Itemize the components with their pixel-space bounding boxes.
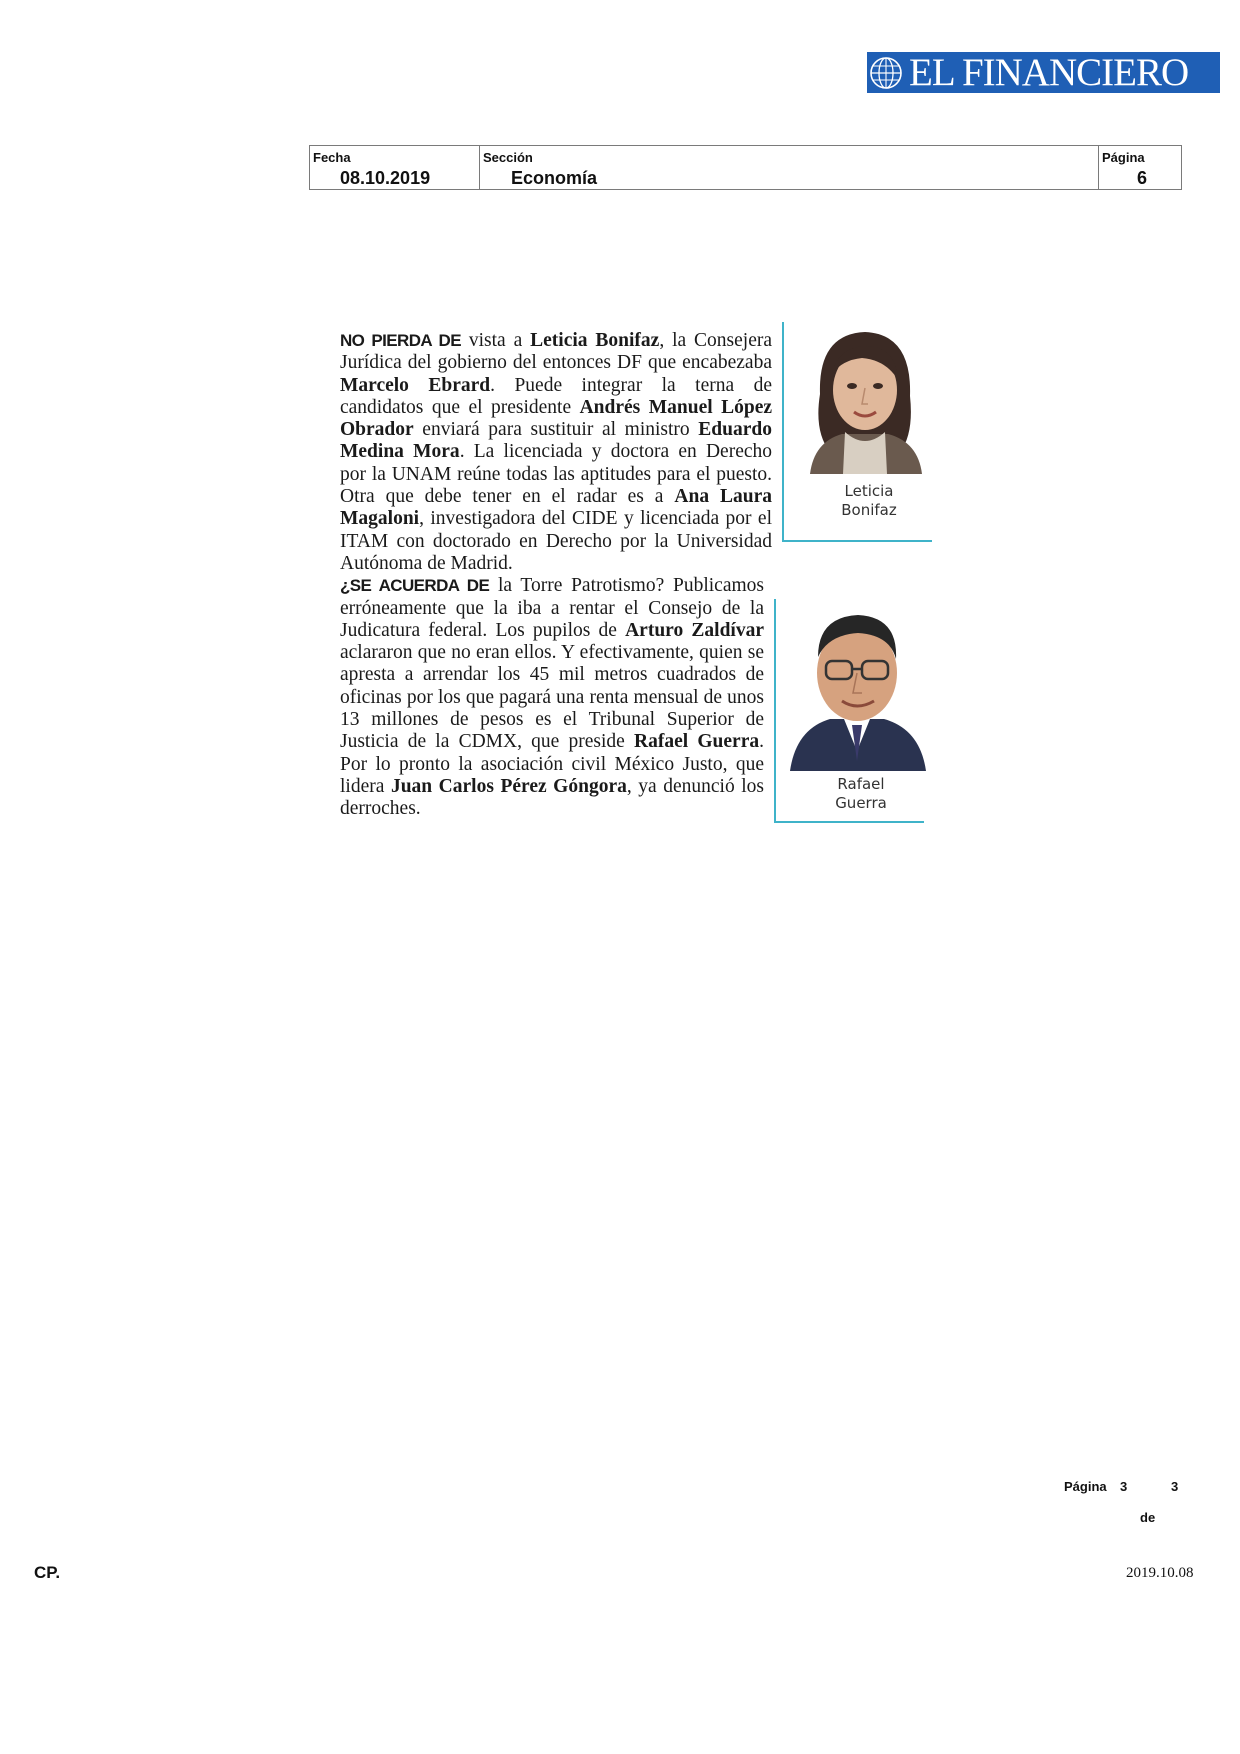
page-current: 3 [1120,1479,1128,1494]
text-run: , ya denunció los derroches. [340,775,765,820]
lead-phrase: ¿SE ACUERDA DE [340,576,490,596]
section-cell [479,146,1098,189]
person-name: Marcelo Ebrard [340,374,491,396]
page-total: 3 [1171,1479,1179,1494]
date-cell [310,146,479,189]
portrait-rule-vertical [774,599,776,823]
person-name: Rafael Guerra [634,731,760,753]
page-label: Página [1102,150,1145,165]
person-name: Andrés Manuel López Obrador [340,396,773,441]
metadata-box [309,145,1182,190]
person-name: Ana Laura Magaloni [340,486,773,530]
brand-name: EL FINANCIERO [909,52,1189,93]
section-label: Sección [483,150,533,165]
footer-code: CP. [34,1563,61,1582]
page-counter-label: Página [1064,1479,1107,1494]
portrait-caption [810,482,928,520]
person-name: Leticia Bonifaz [530,330,660,351]
caption-first-name: Leticia [844,482,894,500]
man-portrait-illustration [782,601,932,771]
news-column [340,330,940,880]
portrait-caption [802,775,920,813]
woman-portrait-illustration [790,324,940,474]
person-name: Juan Carlos Pérez Góngora [390,775,627,797]
portrait-rule-horizontal [782,540,932,542]
text-run: . Por lo pronto la asociación civil México Justo, que lidera [340,731,764,797]
text-run: la Torre Patrotismo? Publicamos erróneamente que la iba a rentar el Consejo de la Judicatura federal. Los pupilos de [340,575,764,641]
text-run: , la Consejera Jurídica del gobierno del entonces DF que encabezaba [340,330,773,374]
text-run: aclararon que no eran ellos. Y efectivamente, quien se apresta a arrendar los 45 mil metros cuadrados de oficinas por los que pagará una renta mensual de unos 13 millones de pesos es el Tribunal Superior de Justicia de la CDMX, que preside [340,642,764,753]
date-label: Fecha [313,150,351,165]
page-cell [1098,146,1181,189]
portrait-rule-vertical [782,322,784,542]
page-of: de [1140,1510,1156,1525]
text-run: enviará para sustituir al ministro [413,419,699,441]
portrait-leticia-bonifaz [782,322,944,542]
masthead-logo [867,52,1220,93]
person-name: Eduardo Medina Mora [340,419,772,463]
portrait-rafael-guerra [774,599,936,823]
globe-icon [867,52,907,93]
caption-last-name: Bonifaz [841,501,897,519]
caption-first-name: Rafael [837,775,885,794]
caption-last-name: Guerra [835,794,887,813]
page-value: 6 [1137,168,1148,188]
date-value: 08.10.2019 [340,168,431,188]
text-run: . La licenciada y doctora en Derecho por la UNAM reúne todas las aptitudes para el puesto. Otra que debe tener en el radar es a [340,441,773,508]
text-run: , investigadora del CIDE y licenciada por el ITAM con doctorado en Derecho por la Universidad Autónoma de Madrid. [340,508,772,574]
person-name: Arturo Zaldívar [625,619,764,641]
lead-phrase: NO PIERDA DE [340,331,461,350]
section-value: Economía [511,168,598,188]
footer-date: 2019.10.08 [1126,1565,1194,1581]
portrait-rule-horizontal [774,821,924,823]
text-run: . Puede integrar la terna de candidatos que el presidente [340,374,772,418]
text-run: vista a [460,330,531,351]
